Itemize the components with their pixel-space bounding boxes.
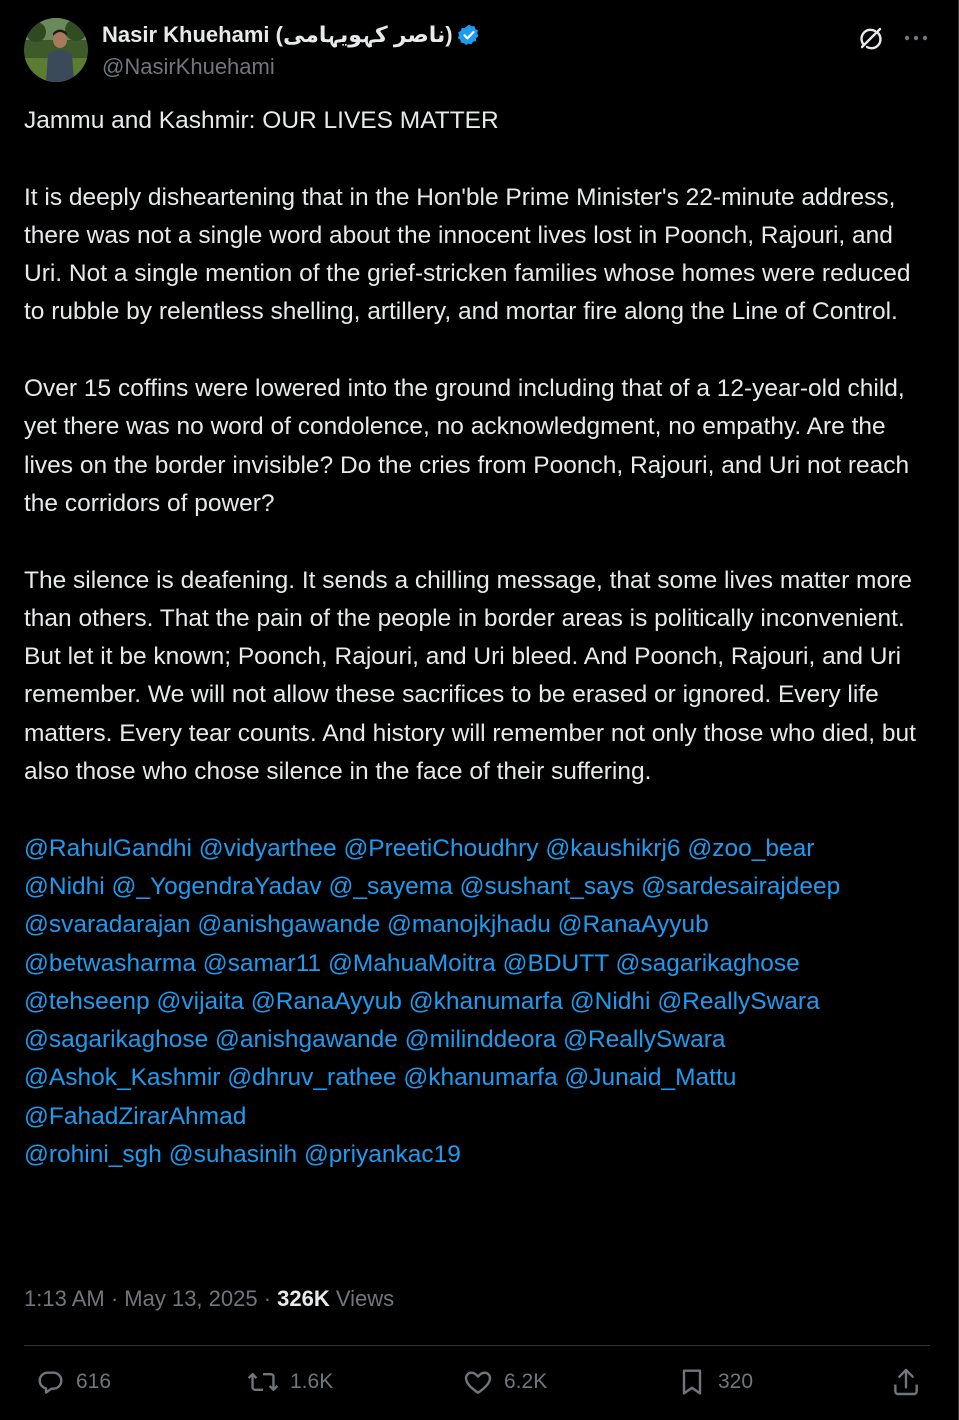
mention-link[interactable]: @PreetiChoudhry <box>343 834 539 862</box>
action-bar <box>24 1362 930 1402</box>
mention-link[interactable]: @samar11 <box>202 949 322 977</box>
divider <box>24 1345 930 1346</box>
like-count: 6.2K <box>504 1370 548 1393</box>
avatar[interactable] <box>24 18 88 82</box>
grok-icon[interactable] <box>856 24 886 54</box>
mention-link[interactable]: @kaushikrj6 <box>545 834 681 862</box>
mention-link[interactable]: @ReallySwara <box>563 1026 726 1054</box>
bookmark-icon <box>676 1366 708 1398</box>
mention-link[interactable]: @vidyarthee <box>198 834 337 862</box>
views-count: 326K <box>277 1286 330 1311</box>
mention-line <box>24 1098 929 1136</box>
mention-link[interactable]: @sardesairajdeep <box>641 872 841 900</box>
mention-link[interactable]: @betwasharma <box>24 949 196 977</box>
mention-link[interactable]: @zoo_bear <box>687 834 815 862</box>
tweet-text <box>24 102 929 1174</box>
mention-link[interactable]: @Junaid_Mattu <box>564 1064 737 1092</box>
mention-link[interactable]: @_sayema <box>328 872 453 900</box>
mention-link[interactable]: @MahuaMoitra <box>327 949 496 977</box>
mention-link[interactable]: @Nidhi <box>569 987 651 1015</box>
like-button[interactable] <box>462 1362 547 1402</box>
bookmark-button[interactable] <box>676 1362 753 1402</box>
meta-separator: · <box>257 1286 278 1311</box>
mention-link[interactable]: @anishgawande <box>215 1026 398 1054</box>
verified-badge-icon[interactable] <box>457 23 481 47</box>
retweet-count: 1.6K <box>290 1370 334 1393</box>
mention-link[interactable]: @khanumarfa <box>408 987 563 1015</box>
mention-link[interactable]: @suhasinih <box>168 1141 298 1169</box>
mention-line <box>24 1059 929 1097</box>
mention-line <box>24 1021 929 1059</box>
views-label: Views <box>329 1286 395 1311</box>
mention-link[interactable]: @priyankac19 <box>303 1141 461 1169</box>
mention-link[interactable]: @RanaAyyub <box>250 987 402 1015</box>
author-display-name[interactable]: Nasir Khuehami (ناصر کہویہامی) <box>102 22 453 47</box>
mention-link[interactable]: @ReallySwara <box>657 987 820 1015</box>
more-icon[interactable] <box>902 28 930 48</box>
mention-link[interactable]: @sushant_says <box>459 872 635 900</box>
share-button[interactable] <box>890 1362 922 1402</box>
mention-link[interactable]: @sagarikaghose <box>615 949 800 977</box>
reply-icon <box>34 1366 66 1398</box>
retweet-icon <box>246 1366 280 1398</box>
mention-line <box>24 1136 929 1174</box>
tweet-paragraph: It is deeply disheartening that in the Hon'ble Prime Minister's 22-minute address, there was not a single word about the innocent lives lost in Poonch, Rajouri, and Uri. Not a single mention of the grief-stricken families whose homes were reduced to rubble by relentless shelling, artillery, and mortar fire along the Line of Control. <box>24 183 911 326</box>
mention-line <box>24 983 929 1021</box>
mention-link[interactable]: @svaradarajan <box>24 911 191 939</box>
reply-button[interactable] <box>34 1362 111 1402</box>
tweet-title: Jammu and Kashmir: OUR LIVES MATTER <box>24 107 499 134</box>
mention-link[interactable]: @RahulGandhi <box>24 834 192 862</box>
mention-link[interactable]: @vijaita <box>156 987 245 1015</box>
reply-count: 616 <box>76 1370 112 1393</box>
tweet-paragraph: Over 15 coffins were lowered into the ground including that of a 12-year-old child, yet there was no word of condolence, no acknowledgment, no empathy. Are the lives on the border invisible? Do the cries from Poonch, Rajouri, and Uri not reach the corridors of power? <box>24 375 910 517</box>
tweet-header <box>24 18 934 82</box>
mention-link[interactable]: @RanaAyyub <box>557 911 709 939</box>
mention-line <box>24 945 929 983</box>
mention-link[interactable]: @Nidhi <box>24 872 105 900</box>
mentions-block <box>24 830 929 1175</box>
mention-link[interactable]: @dhruv_rathee <box>227 1064 397 1092</box>
tweet-paragraph: The silence is deafening. It sends a chilling message, that some lives matter more than others. That the pain of the people in border areas is politically inconvenient. But let it be known; Poonch, Rajouri, and Uri bleed. And Poonch, Rajouri, and Uri remember. We will not allow these sacrifices to be erased or ignored. Every life matters. Every tear counts. And history will remember not only those who died, but also those who chose silence in the face of their suffering. <box>24 566 916 786</box>
mention-link[interactable]: @anishgawande <box>197 911 381 939</box>
mention-line <box>24 868 929 906</box>
tweet-date[interactable]: May 13, 2025 <box>124 1286 258 1311</box>
tweet-time[interactable]: 1:13 AM <box>24 1286 105 1311</box>
mention-link[interactable]: @tehseenp <box>24 987 150 1015</box>
mention-link[interactable]: @FahadZirarAhmad <box>24 1102 247 1130</box>
mention-link[interactable]: @milinddeora <box>404 1026 557 1054</box>
bookmark-count: 320 <box>718 1370 754 1393</box>
share-icon <box>890 1366 922 1398</box>
author-names <box>102 20 481 80</box>
mention-link[interactable]: @BDUTT <box>502 949 609 977</box>
mention-link[interactable]: @Ashok_Kashmir <box>24 1064 221 1092</box>
mention-link[interactable]: @khanumarfa <box>403 1064 558 1092</box>
heart-icon <box>462 1366 494 1398</box>
tweet-meta <box>24 1286 394 1312</box>
mention-link[interactable]: @sagarikaghose <box>24 1026 209 1054</box>
meta-separator: · <box>104 1286 125 1311</box>
retweet-button[interactable] <box>246 1362 333 1402</box>
mention-line <box>24 906 929 944</box>
author-handle[interactable]: @NasirKhuehami <box>102 54 275 79</box>
mention-line <box>24 830 929 868</box>
mention-link[interactable]: @rohini_sgh <box>24 1141 162 1169</box>
mention-link[interactable]: @_YogendraYadav <box>111 872 322 900</box>
mention-link[interactable]: @manojkjhadu <box>387 911 551 939</box>
